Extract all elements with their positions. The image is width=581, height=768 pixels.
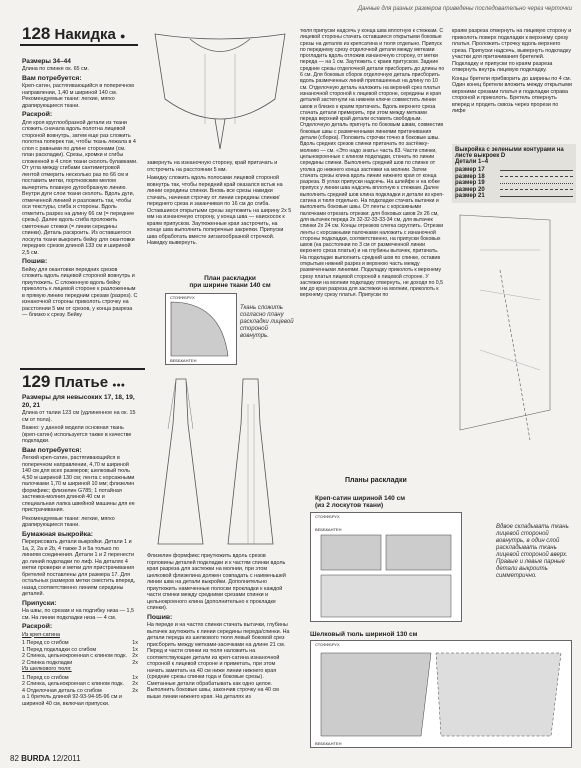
cut-item-label: 2 Спинка подкладки <box>22 659 73 666</box>
s128-length: Длина по спинке ок. 65 см. <box>22 66 89 72</box>
pattern-pieces-diagram <box>300 210 580 450</box>
cut-item-count: 2x <box>132 653 138 659</box>
cut-item-label: 2 Спинка, цельнокроеная с клином подк. <box>22 681 125 687</box>
cut-item-count: 1x <box>132 674 138 681</box>
s128-plan-title: План раскладки при ширине ткани 140 см <box>189 275 271 289</box>
s129-plan2-selvage-label: ВЕББКАНТЕН <box>315 741 342 746</box>
legend-size-label: размер 21 <box>455 193 485 200</box>
s129-mid-sew-text: На переде и на частях спинки стачать вытачки, глубины вытачек заутюжить к линии середины переда/спинки. На детали переда из шелкового тюля левый боковой срез присборить между метками-засечками на длине 21 см. Перед и части спинки из тюля наложить на соответствующие детали из креп-сатина изнаночной стороной к лицевой стороне и приметать, при этом начать заметать на 40 см ниже линии нижнего края (средние срезы спинки года и боковые срезы). Сметанные детали обрабатывать как одно целое. Выполнить боковые швы, закончив строчку на 40 см выше линии нижнего края. На деталях из <box>147 622 290 700</box>
title-rule <box>20 44 138 46</box>
s129-cut-heading: Раскрой: <box>22 623 53 630</box>
section-129-name: Платье <box>54 374 109 391</box>
legend-size-line <box>500 170 573 171</box>
s129-plan1-fold-label: СТОФФБРУХ <box>315 514 340 519</box>
legend-size-line <box>500 196 573 197</box>
cut-item-label: 2 Спинка, цельнокроенная с клином подк. <box>22 653 128 659</box>
legend-title: Выкройка с зелеными контурами на листе выкроек D <box>455 147 564 159</box>
s128-cut-text: Для кроя круглообразной детали из ткани сложить сначала вдоль полотна лицевой стороной вовнутрь, затем еще раз сложить полотна поперек так, чтобы ткань лежала в 4 слоя с равными по длине сторонами (см. план раскладки). Срезы, кромки и сгибы сложенной в 4 слоя ткани сколоть булавками. От угла между сгибами сантиметровой лентой отмерить несколько раз по 66 см и поставить метки, портновским мелом вычертить плавную дугообразную линию. Внутри дуги слои ткани сколоть. Вдоль дуги, отмеченной линией и разложить так, чтобы оси текстуры, сгиба и стороны. Вдоль отметить разрез на длину 66 см (= переднее срезы). Далее вдоль сгиба проложить сметочные стежки (= линии середины спинки). Деталь раскроить. Из оставшегося лоскута ткани выкроить бейку для окантовки передних срезов длиной 133 см и шириной 2,5 см. <box>22 119 138 256</box>
s128-col1 <box>22 58 138 321</box>
brand-name: BURDA <box>21 754 51 763</box>
cut-item-label: 1 Перед подкладки со сгибом <box>22 646 97 653</box>
cut-item-label: 1 Перед со сгибом <box>22 674 69 681</box>
s128-need-text: Креп-сатин, растягивающийся в поперечном направлении, 1,40 м шириной 140 см. Рекомендуемые ткани: легкие, мягко драпирующиеся ткани. <box>22 83 134 109</box>
s129-important: Важно: у данной модели основная ткань (креп-сатин) используется также в качестве подкладки. <box>22 425 132 444</box>
s128-cut-heading: Раскрой: <box>22 111 53 118</box>
cut-item-label: 4 Отделочная деталь со сгибом <box>22 687 102 694</box>
issue-number: 12/2011 <box>52 754 81 763</box>
cape-illustration <box>145 24 295 154</box>
s129-col1 <box>22 394 138 709</box>
legend-size-label: размер 18 <box>455 173 485 180</box>
s129-col2 <box>147 553 292 702</box>
s128-cont: завернуть на изнаночную сторону, край притачать и отстрочить на расстоянии 5 мм. <box>147 160 278 173</box>
s129-plan1-title: Креп-сатин шириной 140 см (из 2 лоскутов ткани) <box>315 495 406 509</box>
s128-plan-diagram <box>165 293 237 365</box>
cut-item-count: 1x <box>132 640 138 646</box>
legend-size-label: размер 17 <box>455 167 485 174</box>
s129-mid-sew-heading: Пошив: <box>147 613 173 621</box>
s128-selvage-label: ВЕББКАНТЕН <box>170 358 197 363</box>
s128-sizes: Размеры 34–44 <box>22 58 71 65</box>
s128-need-heading: Вам потребуется: <box>22 74 82 82</box>
s129-length: Длина от талии 123 см (удлиненное на ок. 15 см от пола). <box>22 410 136 423</box>
section-128-number: 128 <box>22 24 51 43</box>
s128-plan-note: Ткань сложить согласно плану раскладки лицевой стороной вовнутрь. <box>240 305 294 339</box>
s128-fold-label: СТОФФБРУХ <box>170 295 195 300</box>
s129-plan1-diagram <box>310 512 462 622</box>
page-footer <box>10 754 81 763</box>
cut-item-count: 2x <box>132 687 138 694</box>
cut-item-count: 1x <box>132 646 138 653</box>
s129-plan2-title: Шелковый тюль шириной 130 см <box>310 631 418 638</box>
s129-sizes: Размеры для невысоких 17, 18, 19, 20, 21 <box>22 394 135 409</box>
legend-parts: Детали 1–4 <box>455 159 489 165</box>
s129-need-heading: Вам потребуется: <box>22 446 82 454</box>
s128-sew-text: Бейку для окантовки передних срезов сложить вдоль лицевой стороной вовнутрь и приутюжить. С сложенную вдоль бейку приколоть к лицевой стороне к разложенным в прямую линию передним срезам (разрез). С изнаночной стороны приколоть строчку на расстоянии 5 мм от срезов, у конца разреза — близко к срезу. Бейку <box>22 266 138 318</box>
difficulty-dot-icon: ● <box>120 31 126 41</box>
s128-sew-heading: Пошив: <box>22 258 48 265</box>
dress-illustration <box>148 374 298 549</box>
pattern-legend <box>452 144 576 203</box>
s129-allow-text: На швы, по срезам и на подгибку низа — 1,5 см. На линии подкладки низа — 4 см. <box>22 608 135 621</box>
section-129-title <box>22 372 125 392</box>
cut-item-count: 2x <box>132 659 138 666</box>
difficulty-dots-icon: ●●● <box>112 382 125 389</box>
title-rule-129 <box>20 368 145 370</box>
legend-size-label: размер 19 <box>455 180 485 187</box>
section-128-name: Накидка <box>54 26 116 43</box>
s129-cut-sub2: Из шелкового тюля: <box>22 666 72 672</box>
section-128-title <box>22 24 125 44</box>
legend-size-list <box>455 167 573 200</box>
s129-plan2-fold-label: СТОФФБРУХ <box>315 642 340 647</box>
legend-size-line <box>500 176 573 177</box>
legend-size-line <box>500 189 573 190</box>
s129-paper-heading: Бумажная выкройка: <box>22 530 94 538</box>
s129-allow-heading: Припуски: <box>22 599 57 607</box>
s129-paper-text: Перерисовать детали выкройки. Детали 1 и 1а, 2, 2а и 2b, 4 также 3 и 5а только по линиям соединения. Детали 1 и 2 перенести до линий подкладки по лиф. На деталях 4 метки проверки и метки для пристрачивания бретелей поставлены для размера 17. Для остальных размеров метки сместить вперед, назад соответственно линиям середины деталей. <box>22 539 136 597</box>
s129-col4-text: краям разреза отвернуть на лицевую сторону и приколоть поверх подкладки к верхнему срезу платья. Проложить строчку вдоль верхнего среза. Припуски надсечь, вывернуть подкладку участки для притачивания бретелей. Подкладку и припуски по краям разреза отвернуть внутрь лицевую подкладку. <box>452 28 572 73</box>
section-129-number: 129 <box>22 372 51 391</box>
legend-size-line <box>500 183 573 184</box>
s129-cut-list-satin <box>22 640 138 666</box>
s129-col3-text: тюля припуски надсечь у конца шва вплотную к стежкам. С лицевой стороны стачать оставшиеся открытыми боковые срезы на деталях из крепсатина и тюля отдельно. Припуск по переднему срезу отделочной детали между метками прогладить вдоль отложив изнаночную сторону, от метки переда — на 1 см. Заутюжить с краев притуском. Задние средние срезы отделочной детали присборить до длины по 6 см. Для боковых сборок отделочную деталь присборить вдоль размеченных линий приглашенных на длину по 10 см. Отделочную деталь наложить на верхний срез платья изнаночной стороной к лицевой стороне, середины и края деталей застегнули на нижнем ключе совместить линии швов и близко к краям притачать. Вдоль верхнего среза стачать детали примерить, при этом между метками переда верхний край детали оставить свободным. Отделочную деталь пригнуть по боковым швам, совместив боковые швы с размеченными линиями притачивания детали (сборка). Положить строчки точно в боковые швы. Вдоль средних срезов спинки притачать по застёжку-молнию — см. «Это надо знать» часть 83. Части спинки, цельнокроенные с клином подкладки, стачать по линии середины спинки. Выполнить средний шов по спинке от уголка до нижнего конца застежки на молнии. Затем стачать срезы клина вдоль линии нижнего края от конца разреза. В углах припуски надсечь. На шлейфе и на юбке припуск у линии шва надсечь вплотную к стежкам. Далее выполнить средний шов клина подкладки и детали из креп-сатина и тюля отдельно. На подкладке стачать вытачки и выполнить боковые швы. От ленты с корсажными палочками отрезать отрезки: для боковых швов 2х 26 см, для вытачек переда 2х 32-32-33-33-34 см, для вытачек спинки 2х 24 см. Концы отрезков слегка скруглить. Отрезки ленты с корсажными палочками наложить с изнаночной стороны подкладки, соответственно, на припуски боковых швов (на расстоянии по 3 см от размеченной линии верхнего среза платья) и на глубины вытачек, притачать. На подкладке выполнить средний шов по спинке, оставив открытым нижний разрез и верхнюю часть между размеченными линиями. Подкладку приколоть к верхнему срезу платья лицевой стороной к лицевой стороне. У застежки на молнии подкладку отвернуть, не доходя по 0,5 мм до края разреза для застежки на молнии, приколоть к верхнему срезу платья. Припуски по <box>300 28 445 299</box>
legend-size-row <box>455 193 573 200</box>
s129-plan1-selvage-label: ВЕББКАНТЕН <box>315 527 342 532</box>
legend-size-label: размер 20 <box>455 186 485 193</box>
s129-cut-sub1: Из креп-сатина <box>22 631 60 638</box>
cut-item-count: 2x <box>132 681 138 687</box>
header-note: Данные для разных размеров приведены последовательно через черточки <box>357 6 572 12</box>
s128-cont2: Накидку сложить вдоль полосами лицевой стороной вовнутрь так, чтобы передний край оказался встык на линии середины спинки. Вновь все срезы накидки стачать, начиная строчку от линии середины спинки/переднего среза и заканчивая по 16 см до сгиба. Оставшиеся открытыми срезы заутюжить на ширину 2х 5 мм на изнаночную сторону, у конца шва — наискосок к краям припусков. Заутюженные края застрочить, на конце шва выполнить поперечные закрепки. Припуски шва обработать вместе зигзагообразной строчкой. Накидку вывернуть. <box>147 175 292 246</box>
s129-plan2-diagram <box>310 640 572 748</box>
s129-rec: Рекомендуемые ткани: легкие, мягко драпирующиеся ткани. <box>22 515 115 528</box>
s129-side-note: Вдвое складывать ткань лицевой стороной вовнутрь, в один слой раскладывать ткань лицевой стороной вверх. Правые и левые парные детали выкроить симметрично. <box>496 524 569 579</box>
s129-cut-list-tulle <box>22 675 138 695</box>
s129-plans-title: Планы раскладки <box>345 477 407 484</box>
cut-item-label: 1 Перед со сгибом <box>22 640 69 646</box>
s128-col2 <box>147 160 292 249</box>
s129-col4-b1: Концы бретели прибворить до ширины по 4 см. Один конец бретели вложить между открытыми верхними срезами платья и подкладки справа стороной и приколоть. Бретель отвернуть вперед и продеть сквозь через прорези по лифе <box>452 75 572 114</box>
s129-strap: а 1 бретель длиной 92-93-94-95-96 см и шириной 40 см, включая припуски. <box>22 694 122 707</box>
s129-mid-text: Флизелин формфикс приутюжить вдоль срезов горловины деталей подкладки и к частям спинки вдоль края разреза для застежки на молнии, при этом шелковой флизелина должен совпадать с наименьшей линии шва на детали выкройки. Дополнительно приутюжить намеченные полоски прокладки к каждой части спинки между средними срезами спинки и цельнокроеного клина (дополнительно к прокладке спинки). <box>147 553 286 611</box>
s129-col4 <box>452 28 572 117</box>
s129-need-text: Легкий креп-сатин, растягивающийся в поперечном направлении, 4,70 м шириной 140 см для всех размеров; шелковый тюль 4,50 м шириной 130 см; лента с корсажными палочками 1,70 м шириной 10 мм; флизелин формфикс; флизелин G785; 1 потайная застежка-молния длиной 40 см и специальная лапка швейной машины для ее пристрачивания. <box>22 455 135 513</box>
page-number: 82 <box>10 754 19 763</box>
